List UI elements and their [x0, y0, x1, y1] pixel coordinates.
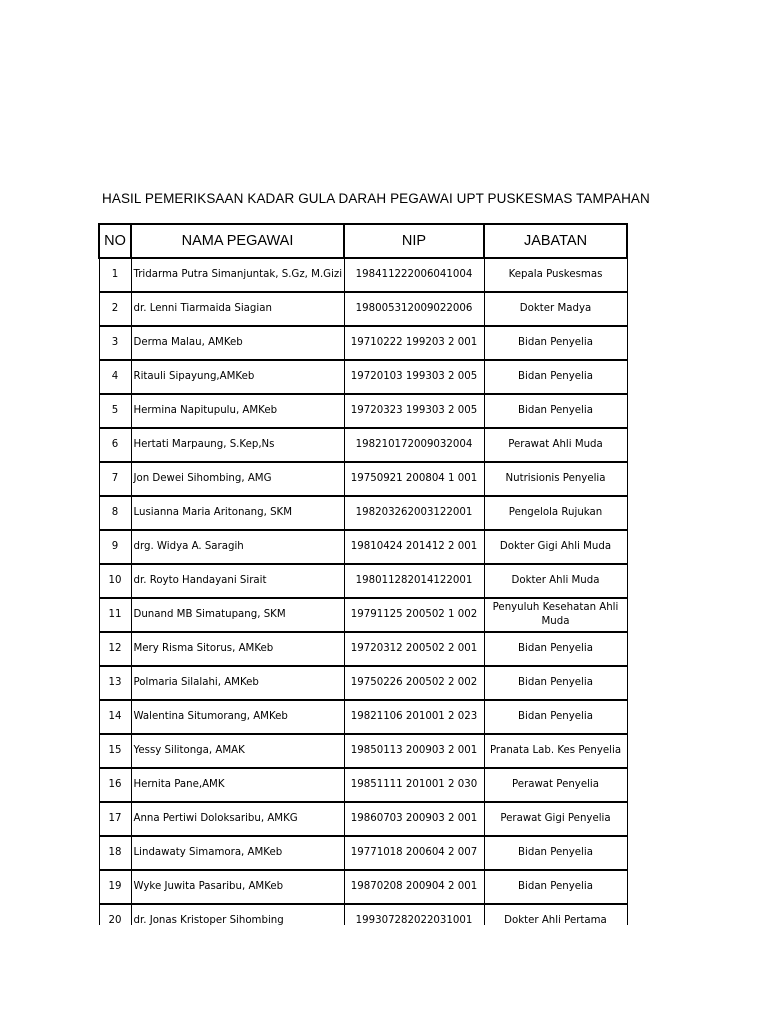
employee-table [98, 223, 628, 925]
table-row [99, 598, 627, 632]
cell-jabatan: Bidan Penyelia [484, 632, 627, 666]
cell-nama-pegawai: Yessy Silitonga, AMAK [131, 734, 344, 768]
cell-nip: 19720323 199303 2 005 [344, 394, 484, 428]
cell-jabatan: Perawat Penyelia [484, 768, 627, 802]
table-row [99, 870, 627, 904]
cell-nama-pegawai: Hermina Napitupulu, AMKeb [131, 394, 344, 428]
cell-nama-pegawai: drg. Widya A. Saragih [131, 530, 344, 564]
cell-no: 6 [99, 428, 131, 462]
cell-jabatan: Bidan Penyelia [484, 394, 627, 428]
table-row [99, 564, 627, 598]
cell-no: 13 [99, 666, 131, 700]
cell-no: 17 [99, 802, 131, 836]
cell-nama-pegawai: Lusianna Maria Aritonang, SKM [131, 496, 344, 530]
cell-no: 19 [99, 870, 131, 904]
cell-nip: 19771018 200604 2 007 [344, 836, 484, 870]
cell-nip: 198210172009032004 [344, 428, 484, 462]
cell-jabatan: Penyuluh Kesehatan Ahli Muda [484, 598, 627, 632]
table-row [99, 666, 627, 700]
cell-nama-pegawai: Hertati Marpaung, S.Kep,Ns [131, 428, 344, 462]
cell-no: 7 [99, 462, 131, 496]
cell-no: 5 [99, 394, 131, 428]
table-row [99, 360, 627, 394]
table-row [99, 258, 627, 292]
cell-jabatan: Dokter Ahli Pertama [484, 904, 627, 925]
cell-nip: 19860703 200903 2 001 [344, 802, 484, 836]
cell-no: 10 [99, 564, 131, 598]
cell-no: 1 [99, 258, 131, 292]
cell-nama-pegawai: Anna Pertiwi Doloksaribu, AMKG [131, 802, 344, 836]
cell-jabatan: Perawat Gigi Penyelia [484, 802, 627, 836]
table-row [99, 734, 627, 768]
cell-nip: 19851111 201001 2 030 [344, 768, 484, 802]
cell-nama-pegawai: Dunand MB Simatupang, SKM [131, 598, 344, 632]
cell-nip: 19720103 199303 2 005 [344, 360, 484, 394]
cell-nip: 19870208 200904 2 001 [344, 870, 484, 904]
cell-jabatan: Dokter Madya [484, 292, 627, 326]
cell-jabatan: Dokter Ahli Muda [484, 564, 627, 598]
cell-no: 16 [99, 768, 131, 802]
cell-nama-pegawai: Mery Risma Sitorus, AMKeb [131, 632, 344, 666]
cell-nama-pegawai: dr. Jonas Kristoper Sihombing [131, 904, 344, 925]
table-viewport [98, 223, 629, 925]
cell-jabatan: Kepala Puskesmas [484, 258, 627, 292]
table-row [99, 292, 627, 326]
table-row [99, 530, 627, 564]
cell-nama-pegawai: Walentina Situmorang, AMKeb [131, 700, 344, 734]
cell-nama-pegawai: Lindawaty Simamora, AMKeb [131, 836, 344, 870]
cell-nip: 19821106 201001 2 023 [344, 700, 484, 734]
cell-nip: 19750226 200502 2 002 [344, 666, 484, 700]
table-row [99, 496, 627, 530]
table-row [99, 802, 627, 836]
cell-nama-pegawai: Ritauli Sipayung,AMKeb [131, 360, 344, 394]
table-row [99, 394, 627, 428]
cell-nama-pegawai: Polmaria Silalahi, AMKeb [131, 666, 344, 700]
cell-jabatan: Bidan Penyelia [484, 360, 627, 394]
cell-nip: 19720312 200502 2 001 [344, 632, 484, 666]
cell-no: 18 [99, 836, 131, 870]
cell-nip: 19791125 200502 1 002 [344, 598, 484, 632]
cell-jabatan: Dokter Gigi Ahli Muda [484, 530, 627, 564]
cell-nip: 199307282022031001 [344, 904, 484, 925]
cell-jabatan: Pengelola Rujukan [484, 496, 627, 530]
header-jabatan: JABATAN [484, 224, 627, 258]
cell-nama-pegawai: Derma Malau, AMKeb [131, 326, 344, 360]
table-row [99, 462, 627, 496]
cell-no: 11 [99, 598, 131, 632]
cell-jabatan: Pranata Lab. Kes Penyelia [484, 734, 627, 768]
cell-nama-pegawai: dr. Lenni Tiarmaida Siagian [131, 292, 344, 326]
cell-nip: 198411222006041004 [344, 258, 484, 292]
cell-no: 4 [99, 360, 131, 394]
table-row [99, 428, 627, 462]
table-row [99, 904, 627, 925]
cell-no: 20 [99, 904, 131, 925]
cell-nip: 198005312009022006 [344, 292, 484, 326]
cell-no: 8 [99, 496, 131, 530]
cell-nama-pegawai: Wyke Juwita Pasaribu, AMKeb [131, 870, 344, 904]
cell-nip: 198011282014122001 [344, 564, 484, 598]
header-no: NO [99, 224, 131, 258]
cell-nama-pegawai: Hernita Pane,AMK [131, 768, 344, 802]
cell-no: 15 [99, 734, 131, 768]
table-header-row [99, 224, 627, 258]
document-title: HASIL PEMERIKSAAN KADAR GULA DARAH PEGAWAI UPT PUSKESMAS TAMPAHAN [102, 191, 650, 206]
cell-nip: 19810424 201412 2 001 [344, 530, 484, 564]
table-row [99, 700, 627, 734]
cell-jabatan: Bidan Penyelia [484, 700, 627, 734]
table-body [99, 258, 627, 925]
cell-nama-pegawai: dr. Royto Handayani Sirait [131, 564, 344, 598]
cell-no: 9 [99, 530, 131, 564]
cell-nip: 19710222 199203 2 001 [344, 326, 484, 360]
cell-nama-pegawai: Tridarma Putra Simanjuntak, S.Gz, M.Gizi [131, 258, 344, 292]
cell-nip: 198203262003122001 [344, 496, 484, 530]
cell-no: 12 [99, 632, 131, 666]
cell-jabatan: Bidan Penyelia [484, 836, 627, 870]
cell-no: 2 [99, 292, 131, 326]
cell-jabatan: Nutrisionis Penyelia [484, 462, 627, 496]
header-nip: NIP [344, 224, 484, 258]
header-nama-pegawai: NAMA PEGAWAI [131, 224, 344, 258]
cell-jabatan: Bidan Penyelia [484, 666, 627, 700]
cell-nip: 19750921 200804 1 001 [344, 462, 484, 496]
table-row [99, 836, 627, 870]
cell-no: 3 [99, 326, 131, 360]
cell-jabatan: Bidan Penyelia [484, 326, 627, 360]
cell-nama-pegawai: Jon Dewei Sihombing, AMG [131, 462, 344, 496]
table-row [99, 632, 627, 666]
table-row [99, 326, 627, 360]
table-row [99, 768, 627, 802]
cell-nip: 19850113 200903 2 001 [344, 734, 484, 768]
cell-jabatan: Bidan Penyelia [484, 870, 627, 904]
cell-jabatan: Perawat Ahli Muda [484, 428, 627, 462]
cell-no: 14 [99, 700, 131, 734]
